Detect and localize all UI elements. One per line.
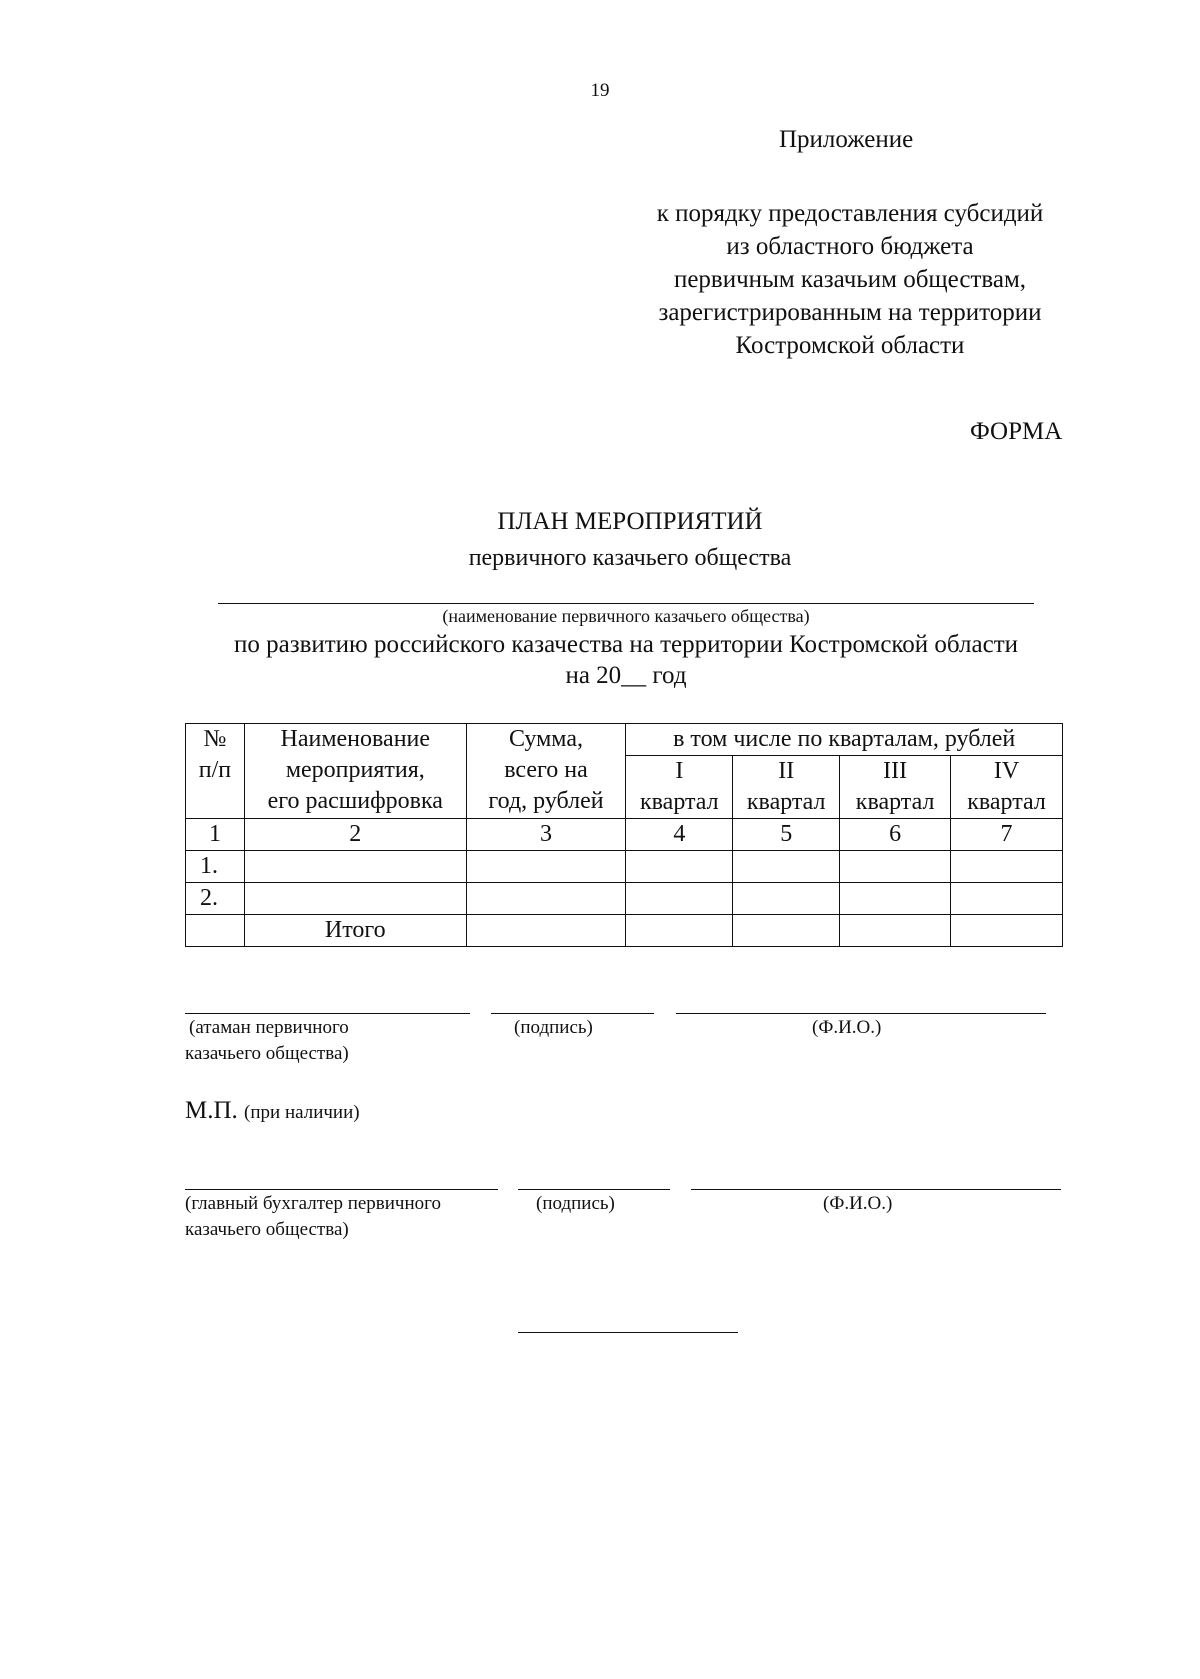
- column-numbers-row: [186, 819, 1063, 851]
- plan-subtitle: первичного казачьего общества: [468, 545, 792, 571]
- column-number: 5: [733, 819, 840, 851]
- column-number: 6: [840, 819, 951, 851]
- header-name-line: мероприятия,: [285, 757, 425, 783]
- row-name-cell[interactable]: [244, 883, 466, 915]
- ataman-role-line[interactable]: [185, 1013, 470, 1014]
- quarter-word: квартал: [746, 789, 826, 815]
- caption-line: (атаман первичного: [189, 1017, 349, 1038]
- header-sum-line: Сумма,: [509, 726, 583, 752]
- header-sum: [466, 724, 626, 819]
- header-quarters-group: в том числе по кварталам, рублей: [626, 724, 1063, 756]
- accountant-signature-line[interactable]: [518, 1189, 670, 1190]
- appendix-line: Костромской области: [735, 332, 965, 359]
- row-q1-cell[interactable]: [626, 851, 733, 883]
- header-quarter-1: [626, 756, 733, 819]
- ataman-fio-line[interactable]: [676, 1013, 1046, 1014]
- quarter-numeral: III: [883, 758, 908, 784]
- header-name-line: Наименование: [280, 726, 431, 752]
- column-number: 4: [626, 819, 733, 851]
- appendix-line: первичным казачьим обществам,: [673, 266, 1027, 293]
- total-q1-cell[interactable]: [626, 915, 733, 947]
- row-q4-cell[interactable]: [951, 851, 1063, 883]
- total-q2-cell[interactable]: [733, 915, 840, 947]
- header-quarter-2: [733, 756, 840, 819]
- row-q3-cell[interactable]: [840, 851, 951, 883]
- total-sum-cell[interactable]: [466, 915, 626, 947]
- header-quarter-4: [951, 756, 1063, 819]
- appendix-line: к порядку предоставления субсидий: [656, 200, 1044, 227]
- caption-line: (главный бухгалтер первичного: [185, 1193, 441, 1214]
- header-name-line: его расшифровка: [267, 788, 443, 814]
- header-name: [244, 724, 466, 819]
- end-of-document-line: [518, 1332, 738, 1333]
- stamp-label: М.П.: [185, 1097, 238, 1124]
- row-q2-cell[interactable]: [733, 851, 840, 883]
- caption-line: казачьего общества): [185, 1219, 349, 1240]
- row-number: 1.: [186, 851, 245, 883]
- header-sum-line: всего на: [504, 757, 588, 783]
- column-number: 1: [186, 819, 245, 851]
- table-row: [186, 883, 1063, 915]
- header-num: [186, 724, 245, 819]
- ataman-signature-line[interactable]: [491, 1013, 654, 1014]
- ataman-signature-caption: (подпись): [514, 1017, 593, 1038]
- stamp-placeholder: [185, 1097, 360, 1125]
- caption-line: казачьего общества): [185, 1043, 349, 1064]
- total-q4-cell[interactable]: [951, 915, 1063, 947]
- ataman-role-caption: [185, 1015, 349, 1067]
- total-q3-cell[interactable]: [840, 915, 951, 947]
- row-q4-cell[interactable]: [951, 883, 1063, 915]
- table-row: [186, 851, 1063, 883]
- row-sum-cell[interactable]: [466, 883, 626, 915]
- appendix-title: Приложение: [779, 126, 914, 153]
- total-row: [186, 915, 1063, 947]
- column-number: 7: [951, 819, 1063, 851]
- plan-title: ПЛАН МЕРОПРИЯТИЙ: [497, 508, 763, 535]
- accountant-signature-caption: (подпись): [536, 1193, 615, 1214]
- appendix-line: из областного бюджета: [726, 233, 974, 260]
- plan-year: на 20__ год: [565, 662, 687, 689]
- column-number: 2: [244, 819, 466, 851]
- quarter-numeral: I: [675, 758, 684, 784]
- page-number: 19: [590, 80, 610, 101]
- quarter-word: квартал: [967, 789, 1046, 815]
- stamp-note: (при наличии): [244, 1102, 360, 1123]
- appendix-text: [620, 197, 1080, 362]
- row-sum-cell[interactable]: [466, 851, 626, 883]
- header-num-line: №: [203, 726, 227, 752]
- quarter-word: квартал: [639, 789, 719, 815]
- header-quarter-3: [840, 756, 951, 819]
- total-label: Итого: [244, 915, 466, 947]
- plan-table: [185, 723, 1063, 947]
- header-sum-line: год, рублей: [488, 788, 604, 814]
- society-name-caption: (наименование первичного казачьего общества): [442, 606, 810, 626]
- accountant-role-caption: [185, 1191, 441, 1243]
- society-name-line[interactable]: [218, 603, 1034, 604]
- row-q3-cell[interactable]: [840, 883, 951, 915]
- row-number: 2.: [186, 883, 245, 915]
- quarter-word: квартал: [855, 789, 935, 815]
- quarter-numeral: IV: [993, 758, 1020, 784]
- accountant-fio-line[interactable]: [691, 1189, 1061, 1190]
- header-num-line: п/п: [198, 757, 232, 783]
- quarter-numeral: II: [778, 758, 795, 784]
- appendix-line: зарегистрированным на территории: [658, 299, 1042, 326]
- ataman-fio-caption: (Ф.И.О.): [812, 1017, 882, 1038]
- row-q1-cell[interactable]: [626, 883, 733, 915]
- plan-purpose: по развитию российского казачества на территории Костромской области: [233, 631, 1019, 658]
- accountant-role-line[interactable]: [185, 1189, 498, 1190]
- form-label: ФОРМА: [970, 418, 1063, 445]
- column-number: 3: [466, 819, 626, 851]
- row-name-cell[interactable]: [244, 851, 466, 883]
- row-q2-cell[interactable]: [733, 883, 840, 915]
- accountant-fio-caption: (Ф.И.О.): [823, 1193, 893, 1214]
- total-number-cell: [186, 915, 245, 947]
